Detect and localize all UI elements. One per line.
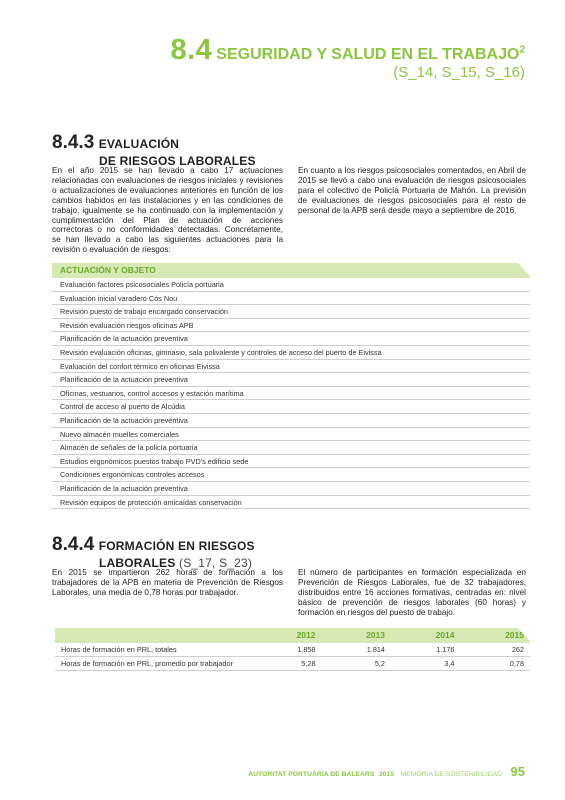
chapter-title-text: SEGURIDAD Y SALUD EN EL TRABAJO xyxy=(216,46,520,63)
row-value: 0,78 xyxy=(509,659,524,668)
row-value: 5,2 xyxy=(374,659,385,668)
table-row: Evaluación factores psicosociales Policía portuaria xyxy=(52,278,530,292)
table-row: Evaluación inicial varadero Cós Nou xyxy=(52,292,530,306)
row-value: 1.176 xyxy=(436,645,455,654)
section-title-line1: EVALUACIÓN xyxy=(98,137,180,151)
actions-table xyxy=(52,263,530,509)
footer-memoria: MEMORIA DE SOSTENIBILIDAD xyxy=(400,771,503,778)
row-label: Horas de formación en PRL, totales xyxy=(61,645,177,654)
page-number: 95 xyxy=(510,764,525,779)
actions-table-body xyxy=(52,278,530,509)
section1-left-paragraph: En el año 2015 se han llevado a cabo 17 actuaciones relacionadas con evaluaciones de riesgos iniciales y revisiones o actualizaciones de evaluaciones anteriores en función de los cambios habidos en las instalaciones y en las condiciones de trabajo, igualmente se ha continuado con la implementación y cumplimentación del Plan de actuación de acciones correctoras o no conformidades detectadas. Concretamente, se han llevado a cabo las siguientes actuaciones para la revisión o evaluación de riesgos: xyxy=(52,166,283,255)
chapter-title-footnote: 2 xyxy=(519,44,525,56)
section-number: 8.4.4 xyxy=(52,534,95,555)
table-row xyxy=(55,643,530,657)
table-row: Revisión equipos de protección anticaídas conservación xyxy=(52,496,530,510)
table-row: Planificación de la actuación preventiva xyxy=(52,414,530,428)
row-value: 262 xyxy=(511,645,524,654)
training-table-header-blank xyxy=(55,628,252,643)
section-number: 8.4.3 xyxy=(52,132,95,153)
year-header: 2015 xyxy=(505,630,524,640)
year-header: 2014 xyxy=(435,630,455,640)
table-row: Almacén de señales de la policía portuaria xyxy=(52,441,530,455)
page-footer xyxy=(248,763,525,781)
year-header: 2013 xyxy=(366,630,385,640)
table-row: Oficinas, vestuarios, control accesos y estación marítima xyxy=(52,387,530,401)
year-header: 2012 xyxy=(296,630,316,640)
row-value: 3,4 xyxy=(444,659,455,668)
row-value: 1.858 xyxy=(297,645,316,654)
footer-org: AUTORITAT PORTUÀRIA DE BALEARS xyxy=(248,771,375,778)
section2-right-paragraph: El número de participantes en formación especializada en Prevención de Riesgos Laborales, fue de 32 trabajadores, distribuidos entre 16 acciones formativas, centradas en: nivel básico de prevención de riesgos laborales (60 horas) y formación en riesgos del puesto de trabajo. xyxy=(298,568,526,617)
chapter-number: 8.4 xyxy=(170,34,213,66)
section-title-line1: FORMACIÓN EN RIESGOS xyxy=(98,539,255,553)
row-value: 5,28 xyxy=(301,659,316,668)
section2-left-paragraph: En 2015 se impartieron 262 horas de formación a los trabajadores de la APB en materia de Prevención de Riesgos Laborales, una media de 0,78 horas por trabajador. xyxy=(52,568,283,597)
table-row xyxy=(55,657,530,671)
training-table xyxy=(55,628,530,671)
footer-year: 2015 xyxy=(378,771,395,778)
table-row: Planificación de la actuación preventiva xyxy=(52,373,530,387)
table-row: Nuevo almacén muelles comerciales xyxy=(52,428,530,442)
section-title-line2: DE RIESGOS LABORALES xyxy=(99,154,256,168)
table-row: Evaluación del confort térmico en oficinas Eivissa xyxy=(52,360,530,374)
table-row: Revisión puesto de trabajo encargado conservación xyxy=(52,305,530,319)
chapter-codes: (S_14, S_15, S_16) xyxy=(393,64,525,81)
table-row: Estudios ergonómicos puestos trabajo PVD's edificio sede xyxy=(52,455,530,469)
section1-right-paragraph: En cuanto a los riesgos psicosociales comentados, en Abril de 2015 se llevó a cabo una evaluación de riesgos psicosociales para el colectivo de Policía Portuaria de Mahón. La previsión de evaluaciones de riesgos psicosociales para el resto de personal de la APB será desde mayo a septiembre de 2016. xyxy=(298,166,526,215)
table-row: Planificación de la actuación preventiva xyxy=(52,332,530,346)
section-codes: (S_17, S_23) xyxy=(179,556,253,570)
section-title-line2-text: LABORALES xyxy=(99,556,176,570)
row-value: 1.814 xyxy=(366,645,385,654)
chapter-heading xyxy=(170,34,525,81)
table-row: Planificación de la actuación preventiva xyxy=(52,482,530,496)
chapter-title xyxy=(216,46,525,63)
row-label: Horas de formación en PRL, promedio por trabajador xyxy=(61,659,233,668)
section-heading-formacion xyxy=(52,534,255,570)
training-table-header xyxy=(55,628,530,643)
table-row: Revisión evaluación riesgos oficinas APB xyxy=(52,319,530,333)
table-row: Revisión evaluación oficinas, gimnasio, sala polivalente y controles de acceso del puerto de Eivissa xyxy=(52,346,530,360)
table-row: Control de acceso al puerto de Alcúdia xyxy=(52,400,530,414)
actions-table-header: ACTUACIÓN Y OBJETO xyxy=(52,263,530,278)
table-row: Condiciones ergonómicas controles accesos xyxy=(52,468,530,482)
section-heading-evaluacion xyxy=(52,132,256,168)
